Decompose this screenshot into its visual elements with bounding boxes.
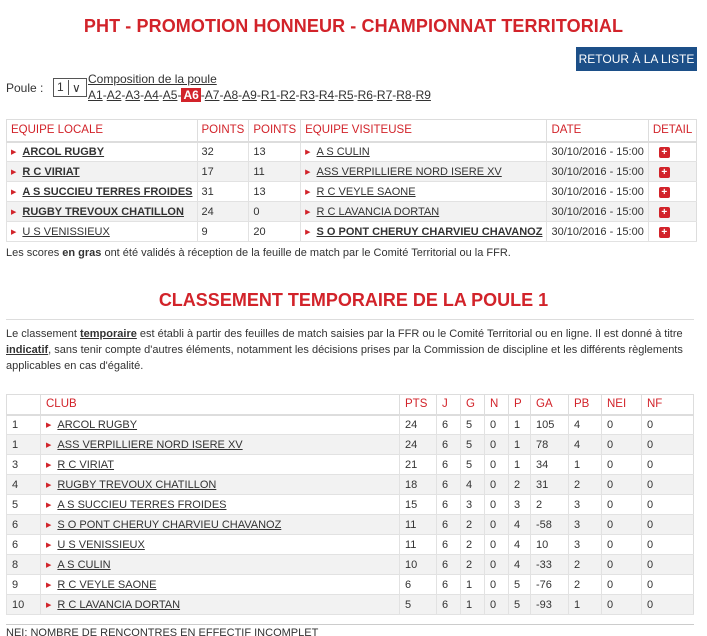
ranking-row [7, 595, 694, 615]
club-cell [41, 515, 400, 535]
nei-cell: 0 [602, 455, 642, 475]
pts-cell: 24 [400, 435, 437, 455]
triangle-right-icon: ▶ [11, 208, 17, 216]
scores-note-bold: en gras [62, 247, 102, 259]
nf-cell: 0 [642, 455, 694, 475]
home-team-cell [7, 162, 198, 182]
ranking-row [7, 435, 694, 455]
ranking-desc-emphasis: indicatif [6, 344, 49, 356]
pts-cell: 11 [400, 535, 437, 555]
n-cell: 0 [485, 475, 509, 495]
j-cell: 6 [437, 595, 461, 615]
n-cell: 0 [485, 555, 509, 575]
n-cell: 0 [485, 495, 509, 515]
club-cell [41, 475, 400, 495]
ga-cell: 78 [531, 435, 569, 455]
nei-cell: 0 [602, 415, 642, 435]
club-link[interactable]: R C VIRIAT [57, 458, 115, 471]
club-cell [41, 575, 400, 595]
plus-icon[interactable]: + [659, 227, 670, 238]
nf-cell: 0 [642, 575, 694, 595]
home-points: 17 [197, 162, 249, 182]
g-cell: 5 [461, 455, 485, 475]
match-row [7, 142, 697, 162]
match-row [7, 222, 697, 242]
away-team-cell [301, 222, 547, 242]
nei-cell: 0 [602, 475, 642, 495]
col-nei: NEI [602, 395, 642, 415]
club-cell [41, 415, 400, 435]
home-team-link[interactable]: U S VENISSIEUX [22, 225, 110, 238]
ga-cell: 105 [531, 415, 569, 435]
group-separator: - [392, 88, 397, 102]
scores-note-text-end: ont été validés à réception de la feuille de match par le Comité Territorial ou la FFR. [101, 247, 511, 259]
triangle-right-icon: ▶ [11, 228, 17, 236]
col-away-team: EQUIPE VISITEUSE [301, 120, 547, 142]
triangle-right-icon: ▶ [11, 188, 17, 196]
pts-cell: 5 [400, 595, 437, 615]
group-separator: - [372, 88, 377, 102]
col-club: CLUB [41, 395, 400, 415]
match-date: 30/10/2016 - 15:00 [547, 162, 648, 182]
group-link-a4[interactable]: A4 [144, 88, 159, 102]
away-points: 20 [249, 222, 301, 242]
group-link-a5[interactable]: A5 [162, 88, 178, 102]
club-cell [41, 455, 400, 475]
plus-icon[interactable]: + [659, 147, 670, 158]
club-cell [41, 535, 400, 555]
p-cell: 4 [509, 535, 531, 555]
nf-cell: 0 [642, 595, 694, 615]
triangle-right-icon: ▶ [46, 501, 52, 509]
g-cell: 2 [461, 515, 485, 535]
g-cell: 4 [461, 475, 485, 495]
divider [6, 319, 694, 320]
triangle-right-icon: ▶ [11, 148, 17, 156]
away-team-link[interactable]: R C VEYLE SAONE [316, 185, 416, 198]
away-team-cell [301, 182, 547, 202]
group-link-a9[interactable]: A9 [242, 88, 257, 102]
j-cell: 6 [437, 455, 461, 475]
page-title: PHT - PROMOTION HONNEUR - CHAMPIONNAT TERRITORIAL [83, 16, 624, 36]
club-cell [41, 595, 400, 615]
group-separator: - [238, 88, 243, 102]
group-separator: - [276, 88, 281, 102]
triangle-right-icon: ▶ [305, 228, 311, 236]
ga-cell: -33 [531, 555, 569, 575]
j-cell: 6 [437, 415, 461, 435]
col-pb: PB [569, 395, 602, 415]
group-link-r2[interactable]: R2 [280, 88, 296, 102]
pb-cell: 1 [569, 595, 602, 615]
nei-cell: 0 [602, 595, 642, 615]
rank-cell: 6 [7, 515, 41, 535]
home-team-link[interactable]: ARCOL RUGBY [22, 145, 105, 158]
plus-icon[interactable]: + [659, 207, 670, 218]
ranking-desc-text: est établi à partir des feuilles de match saisies par la FFR ou le Comité Territorial ou en ligne. Il est donné à titre [136, 328, 683, 340]
j-cell: 6 [437, 495, 461, 515]
composition-link[interactable]: Composition de la poule [88, 72, 217, 86]
away-team-cell [301, 162, 547, 182]
group-separator: - [314, 88, 319, 102]
group-link-a1[interactable]: A1 [88, 88, 103, 102]
group-separator: - [411, 88, 416, 102]
ga-cell: -93 [531, 595, 569, 615]
ranking-row [7, 415, 694, 435]
club-cell [41, 495, 400, 515]
pts-cell: 11 [400, 515, 437, 535]
nei-cell: 0 [602, 575, 642, 595]
club-cell [41, 435, 400, 455]
triangle-right-icon: ▶ [46, 441, 52, 449]
home-points: 9 [197, 222, 249, 242]
detail-cell [648, 162, 696, 182]
ranking-table [6, 394, 694, 615]
ga-cell: 10 [531, 535, 569, 555]
pts-cell: 10 [400, 555, 437, 575]
j-cell: 6 [437, 515, 461, 535]
club-link[interactable]: R C VEYLE SAONE [57, 578, 157, 591]
away-points: 13 [249, 182, 301, 202]
p-cell: 4 [509, 555, 531, 575]
match-date: 30/10/2016 - 15:00 [547, 142, 648, 162]
select-divider [68, 80, 69, 95]
p-cell: 1 [509, 455, 531, 475]
p-cell: 2 [509, 475, 531, 495]
away-points: 13 [249, 142, 301, 162]
triangle-right-icon: ▶ [11, 168, 17, 176]
club-link[interactable]: U S VENISSIEUX [57, 538, 145, 551]
j-cell: 6 [437, 575, 461, 595]
g-cell: 1 [461, 575, 485, 595]
chevron-down-icon: ∨ [72, 81, 81, 95]
nf-cell: 0 [642, 475, 694, 495]
ranking-row [7, 455, 694, 475]
group-separator: - [140, 88, 145, 102]
away-points: 11 [249, 162, 301, 182]
match-row [7, 182, 697, 202]
g-cell: 3 [461, 495, 485, 515]
n-cell: 0 [485, 435, 509, 455]
club-link[interactable]: ASS VERPILLIERE NORD ISERE XV [57, 438, 243, 451]
plus-icon[interactable]: + [659, 187, 670, 198]
pb-cell: 3 [569, 535, 602, 555]
away-team-link[interactable]: ASS VERPILLIERE NORD ISERE XV [316, 165, 502, 178]
p-cell: 1 [509, 415, 531, 435]
j-cell: 6 [437, 475, 461, 495]
col-away-points: POINTS [249, 120, 301, 142]
ga-cell: 34 [531, 455, 569, 475]
matches-header-row [7, 120, 697, 142]
j-cell: 6 [437, 435, 461, 455]
group-separator: - [200, 88, 205, 102]
group-link-a2[interactable]: A2 [106, 88, 122, 102]
nf-cell: 0 [642, 495, 694, 515]
pb-cell: 2 [569, 475, 602, 495]
home-points: 31 [197, 182, 249, 202]
nf-cell: 0 [642, 435, 694, 455]
pb-cell: 3 [569, 495, 602, 515]
ranking-row [7, 575, 694, 595]
triangle-right-icon: ▶ [46, 561, 52, 569]
group-link-a6[interactable]: A6 [183, 88, 199, 102]
home-points: 24 [197, 202, 249, 222]
club-link[interactable]: A S CULIN [57, 558, 111, 571]
col-ga: GA [531, 395, 569, 415]
pts-cell: 24 [400, 415, 437, 435]
group-separator: - [177, 88, 182, 102]
pb-cell: 2 [569, 555, 602, 575]
club-link[interactable]: S O PONT CHERUY CHARVIEU CHAVANOZ [57, 518, 282, 531]
col-home-team: EQUIPE LOCALE [7, 120, 198, 142]
nei-cell: 0 [602, 515, 642, 535]
rank-cell: 3 [7, 455, 41, 475]
triangle-right-icon: ▶ [305, 168, 311, 176]
group-link-a8[interactable]: A8 [223, 88, 239, 102]
triangle-right-icon: ▶ [46, 521, 52, 529]
j-cell: 6 [437, 535, 461, 555]
nei-cell: 0 [602, 555, 642, 575]
nf-cell: 0 [642, 515, 694, 535]
triangle-right-icon: ▶ [46, 581, 52, 589]
g-cell: 2 [461, 555, 485, 575]
rank-cell: 1 [7, 435, 41, 455]
pts-cell: 6 [400, 575, 437, 595]
detail-cell [648, 202, 696, 222]
home-points: 32 [197, 142, 249, 162]
triangle-right-icon: ▶ [46, 461, 52, 469]
g-cell: 2 [461, 535, 485, 555]
col-date: DATE [547, 120, 648, 142]
matches-table [6, 119, 697, 242]
ranking-row [7, 475, 694, 495]
poule-label: Poule : [6, 81, 44, 95]
group-link-r5[interactable]: R5 [338, 88, 354, 102]
plus-icon[interactable]: + [659, 167, 670, 178]
club-link[interactable]: RUGBY TREVOUX CHATILLON [57, 478, 217, 491]
g-cell: 5 [461, 415, 485, 435]
pb-cell: 4 [569, 435, 602, 455]
detail-cell [648, 142, 696, 162]
n-cell: 0 [485, 515, 509, 535]
p-cell: 5 [509, 595, 531, 615]
home-team-link[interactable]: RUGBY TREVOUX CHATILLON [22, 205, 184, 218]
nf-cell: 0 [642, 535, 694, 555]
ranking-row [7, 495, 694, 515]
club-link[interactable]: R C LAVANCIA DORTAN [57, 598, 181, 611]
pb-cell: 3 [569, 515, 602, 535]
pb-cell: 4 [569, 415, 602, 435]
group-link-r4[interactable]: R4 [318, 88, 335, 102]
group-separator: - [121, 88, 126, 102]
ranking-desc-text: Le classement [6, 328, 80, 340]
club-link[interactable]: ARCOL RUGBY [57, 418, 138, 431]
poule-select[interactable] [53, 78, 87, 97]
detail-cell [648, 222, 696, 242]
nf-cell: 0 [642, 415, 694, 435]
group-link-a7[interactable]: A7 [204, 88, 220, 102]
ranking-row [7, 555, 694, 575]
rank-cell: 4 [7, 475, 41, 495]
away-points: 0 [249, 202, 301, 222]
rank-cell: 10 [7, 595, 41, 615]
legend-note: NEI: NOMBRE DE RENCONTRES EN EFFECTIF INCOMPLET [6, 624, 694, 636]
col-home-points: POINTS [197, 120, 249, 142]
poule-select-value: 1 [57, 80, 64, 94]
back-to-list-button[interactable]: RETOUR À LA LISTE [576, 47, 697, 71]
triangle-right-icon: ▶ [46, 481, 52, 489]
g-cell: 1 [461, 595, 485, 615]
pb-cell: 1 [569, 455, 602, 475]
ranking-title: CLASSEMENT TEMPORAIRE DE LA POULE 1 [158, 290, 549, 310]
club-cell [41, 555, 400, 575]
group-separator: - [334, 88, 339, 102]
n-cell: 0 [485, 415, 509, 435]
pts-cell: 18 [400, 475, 437, 495]
p-cell: 4 [509, 515, 531, 535]
p-cell: 1 [509, 435, 531, 455]
triangle-right-icon: ▶ [46, 601, 52, 609]
rank-cell: 5 [7, 495, 41, 515]
rank-cell: 8 [7, 555, 41, 575]
col-n: N [485, 395, 509, 415]
pb-cell: 2 [569, 575, 602, 595]
nf-cell: 0 [642, 555, 694, 575]
home-team-link[interactable]: A S SUCCIEU TERRES FROIDES [22, 185, 193, 198]
group-links [88, 88, 431, 102]
group-separator: - [353, 88, 358, 102]
group-link-r3[interactable]: R3 [299, 88, 315, 102]
away-team-link[interactable]: S O PONT CHERUY CHARVIEU CHAVANOZ [316, 225, 543, 238]
triangle-right-icon: ▶ [46, 421, 52, 429]
triangle-right-icon: ▶ [305, 188, 311, 196]
scores-note [6, 247, 511, 259]
n-cell: 0 [485, 455, 509, 475]
home-team-cell [7, 202, 198, 222]
n-cell: 0 [485, 595, 509, 615]
col-nf: NF [642, 395, 694, 415]
nei-cell: 0 [602, 495, 642, 515]
group-link-r8[interactable]: R8 [396, 88, 412, 102]
group-link-r7[interactable]: R7 [376, 88, 393, 102]
group-separator: - [256, 88, 261, 102]
ranking-description [6, 326, 694, 374]
group-link-r1[interactable]: R1 [260, 88, 277, 102]
home-team-cell [7, 142, 198, 162]
n-cell: 0 [485, 535, 509, 555]
group-link-r9[interactable]: R9 [415, 88, 431, 102]
match-date: 30/10/2016 - 15:00 [547, 182, 648, 202]
scores-note-text: Les scores [6, 247, 63, 259]
pts-cell: 21 [400, 455, 437, 475]
match-row [7, 162, 697, 182]
col-p: P [509, 395, 531, 415]
j-cell: 6 [437, 555, 461, 575]
home-team-cell [7, 222, 198, 242]
rank-cell: 6 [7, 535, 41, 555]
pts-cell: 15 [400, 495, 437, 515]
club-link[interactable]: A S SUCCIEU TERRES FROIDES [57, 498, 227, 511]
col-pts: PTS [400, 395, 437, 415]
ranking-desc-text: , sans tenir compte d'autres éléments, notamment les décisions prises par la Commission de discipline et les différents règlements applicables en cas d'égalité. [6, 344, 683, 372]
rank-cell: 9 [7, 575, 41, 595]
g-cell: 5 [461, 435, 485, 455]
group-link-r6[interactable]: R6 [357, 88, 373, 102]
ga-cell: -76 [531, 575, 569, 595]
ranking-row [7, 515, 694, 535]
detail-cell [648, 182, 696, 202]
col-detail: DETAIL [648, 120, 696, 142]
group-separator: - [102, 88, 107, 102]
col-g: G [461, 395, 485, 415]
group-link-a3[interactable]: A3 [125, 88, 141, 102]
group-separator: - [219, 88, 224, 102]
triangle-right-icon: ▶ [305, 208, 311, 216]
col-j: J [437, 395, 461, 415]
rank-cell: 1 [7, 415, 41, 435]
poule-selector-bar [6, 72, 606, 104]
away-team-cell [301, 202, 547, 222]
away-team-link[interactable]: A S CULIN [316, 145, 370, 158]
triangle-right-icon: ▶ [305, 148, 311, 156]
group-separator: - [158, 88, 163, 102]
col-rank [7, 395, 41, 415]
p-cell: 5 [509, 575, 531, 595]
p-cell: 3 [509, 495, 531, 515]
n-cell: 0 [485, 575, 509, 595]
ga-cell: -58 [531, 515, 569, 535]
nei-cell: 0 [602, 535, 642, 555]
group-separator: - [295, 88, 300, 102]
ranking-row [7, 535, 694, 555]
ranking-desc-emphasis: temporaire [79, 328, 137, 340]
home-team-link[interactable]: R C VIRIAT [22, 165, 80, 178]
ranking-header-row [7, 395, 694, 415]
away-team-link[interactable]: R C LAVANCIA DORTAN [316, 205, 440, 218]
match-date: 30/10/2016 - 15:00 [547, 202, 648, 222]
ga-cell: 31 [531, 475, 569, 495]
match-row [7, 202, 697, 222]
home-team-cell [7, 182, 198, 202]
ga-cell: 2 [531, 495, 569, 515]
match-date: 30/10/2016 - 15:00 [547, 222, 648, 242]
away-team-cell [301, 142, 547, 162]
nei-cell: 0 [602, 435, 642, 455]
triangle-right-icon: ▶ [46, 541, 52, 549]
